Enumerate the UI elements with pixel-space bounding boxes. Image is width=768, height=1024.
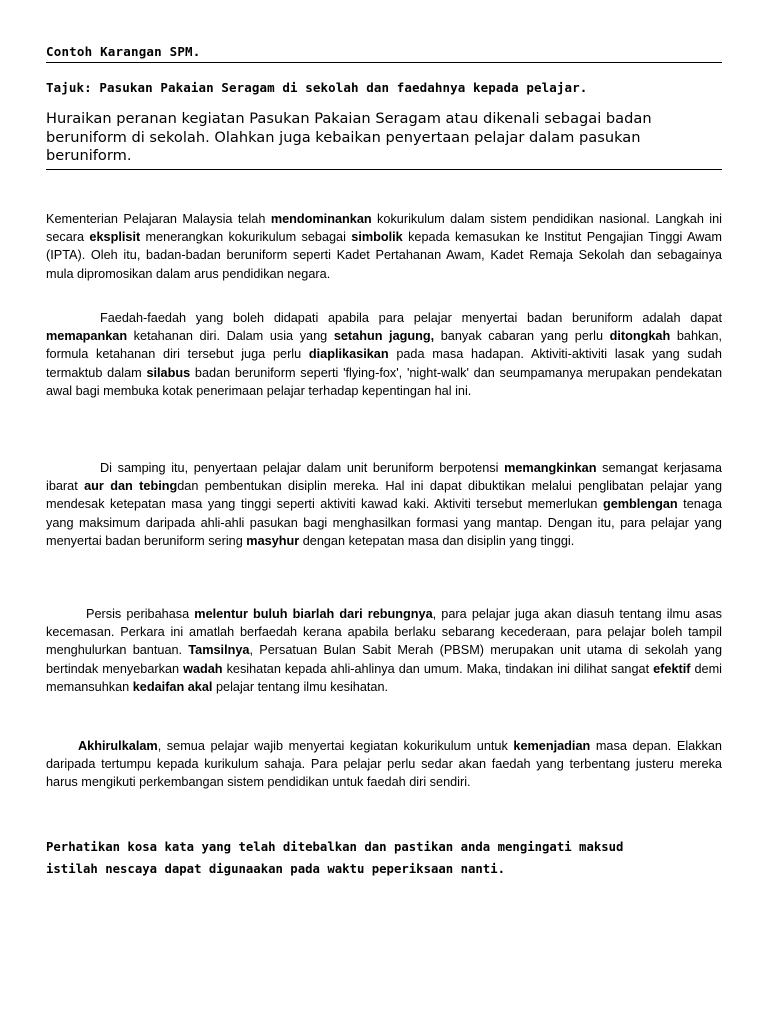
bold-vocabulary-term: aur dan tebing <box>84 479 178 494</box>
paragraph-text: pada masa hadapan. Aktiviti-aktiviti lasak yang sudah termaktub dalam <box>46 347 722 380</box>
bold-vocabulary-term: kedaifan akal <box>132 679 213 694</box>
paragraph-text: dan pembentukan disiplin mereka. Hal ini dapat dibuktikan melalui penglibatan pelajar yang mendesak ketepatan masa yang tinggi seperti aktiviti kawad kaki. Aktiviti tersebut memerlukan <box>46 479 723 512</box>
paragraph-introduction <box>46 210 722 283</box>
bold-vocabulary-term: setahun jagung, <box>333 329 435 344</box>
paragraph-text: menerangkan kokurikulum sebagai <box>140 230 352 245</box>
paragraph-text: Faedah-faedah yang boleh didapati apabila para pelajar menyertai badan beruniform adalah dapat <box>100 311 722 325</box>
paragraph-text: masa depan. Elakkan daripada tertumpu kepada kurikulum sahaja. Para pelajar perlu sedar akan faedah yang terbentang justeru mereka harus mengikuti perkembangan sistem pendidikan untuk faedah diri sendiri. <box>46 739 722 790</box>
bold-vocabulary-term: melentur buluh biarlah dari rebungnya <box>194 607 433 621</box>
bold-vocabulary-term: eksplisit <box>89 230 141 245</box>
bold-vocabulary-term: wadah <box>183 661 223 676</box>
paragraph-body-2 <box>46 459 722 550</box>
paragraph-text: , semua pelajar wajib menyertai kegiatan kokurikulum untuk <box>157 739 514 753</box>
paragraph-text: banyak cabaran yang perlu <box>434 329 610 344</box>
vocabulary-note-line-1: Perhatikan kosa kata yang telah ditebalkan dan pastikan anda mengingati maksud <box>46 840 624 854</box>
bold-vocabulary-term: efektif <box>653 661 691 676</box>
paragraph-text: kokurikulum dalam sistem pendidikan nasional. Langkah ini secara <box>46 212 723 245</box>
essay-subject: Tajuk: Pasukan Pakaian Seragam di sekolah dan faedahnya kepada pelajar. <box>46 80 588 95</box>
vocabulary-note-line-2: istilah nescaya dapat digunaakan pada waktu peperiksaan nanti. <box>46 862 506 876</box>
bold-vocabulary-term: diaplikasikan <box>308 347 389 362</box>
bold-vocabulary-term: masyhur <box>246 533 300 548</box>
paragraph-text: , Persatuan Bulan Sabit Merah (PBSM) merupakan unit utama di sekolah yang bertindak menyebarkan <box>46 643 722 676</box>
paragraph-text: ketahanan diri. Dalam usia yang <box>127 329 334 344</box>
paragraph-text: badan beruniform seperti 'flying-fox', 'night-walk' dan seumpamanya merupakan pendekatan awal bagi membuka kotak penerimaan pelajar terhadap kepentingan hal ini. <box>46 365 722 398</box>
bold-vocabulary-term: kemenjadian <box>513 739 591 753</box>
bold-vocabulary-term: mendominankan <box>270 212 372 226</box>
paragraph-text: Kementerian Pelajaran Malaysia telah <box>46 212 271 226</box>
paragraph-text: pelajar tentang ilmu kesihatan. <box>212 679 389 694</box>
bold-vocabulary-term: Tamsilnya <box>188 643 250 658</box>
paragraph-text: semangat kerjasama ibarat <box>46 461 722 494</box>
bold-vocabulary-term: silabus <box>146 365 191 380</box>
bold-vocabulary-term: simbolik <box>351 230 403 245</box>
vocabulary-note <box>46 836 722 880</box>
bold-vocabulary-term: memangkinkan <box>504 461 597 475</box>
bold-vocabulary-term: Akhirulkalam <box>78 739 158 753</box>
paragraph-text: demi memansuhkan <box>46 661 722 694</box>
paragraph-conclusion <box>46 737 722 792</box>
paragraph-text: Persis peribahasa <box>86 607 195 621</box>
paragraph-text: tenaga yang maksimum daripada ahli-ahli pasukan bagi menghasilkan formasi yang mantap. Dengan itu, para pelajar yang menyertai badan beruniform sering <box>46 497 722 548</box>
essay-question: Huraikan peranan kegiatan Pasukan Pakaian Seragam atau dikenali sebagai badan beruniform di sekolah. Olahkan juga kebaikan penyertaan pelajar dalam pasukan beruniform. <box>46 110 722 170</box>
document-title: Contoh Karangan SPM. <box>46 44 722 63</box>
paragraph-text: bahkan, formula ketahanan diri tersebut juga perlu <box>46 329 722 362</box>
paragraph-body-3 <box>46 605 722 696</box>
paragraph-text: Di samping itu, penyertaan pelajar dalam unit beruniform berpotensi <box>100 461 505 475</box>
bold-vocabulary-term: ditongkah <box>609 329 671 344</box>
paragraph-text: dengan ketepatan masa dan disiplin yang tinggi. <box>299 533 575 548</box>
paragraph-text: , para pelajar juga akan diasuh tentang ilmu asas kecemasan. Perkara ini amatlah berfaedah kerana apabila berlaku sebarang kecederaan, para pelajar boleh tampil menghulurkan bantuan. <box>46 607 722 658</box>
paragraph-text: kepada kemasukan ke Institut Pengajian Tinggi Awam (IPTA). Oleh itu, badan-badan beruniform seperti Kadet Pertahanan Awam, Kadet Remaja Sekolah dan sebagainya mula dipromosikan dalam arus pendidikan negara. <box>46 230 722 281</box>
bold-vocabulary-term: memapankan <box>46 329 128 344</box>
bold-vocabulary-term: gemblengan <box>602 497 678 512</box>
paragraph-text: kesihatan kepada ahli-ahlinya dan umum. Maka, tindakan ini dilihat sangat <box>222 661 654 676</box>
paragraph-body-1 <box>46 309 722 400</box>
